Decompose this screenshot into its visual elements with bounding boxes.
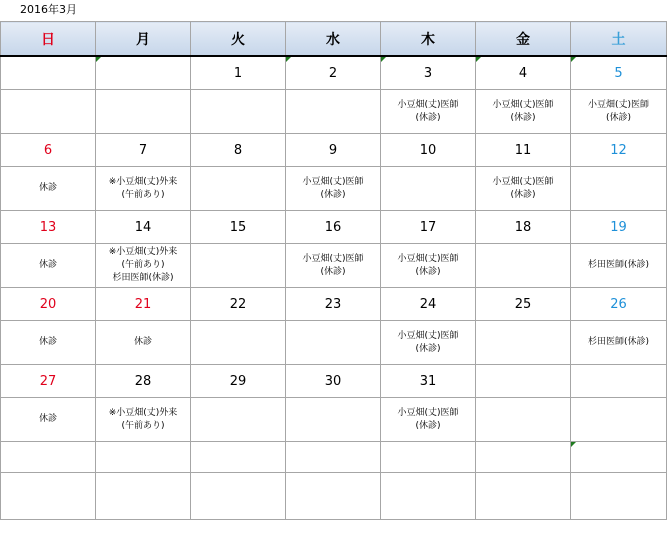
note-cell-tue <box>191 244 286 288</box>
note-cell-sun: 休診 <box>1 167 96 211</box>
note-cell-wed <box>286 321 381 365</box>
date-cell-tue: 15 <box>191 211 286 244</box>
note-cell-fri: 小豆畑(丈)医師 (休診) <box>476 167 571 211</box>
date-cell-tue: 22 <box>191 288 286 321</box>
week-note-row <box>1 321 667 365</box>
calendar-table <box>0 21 667 520</box>
note-cell-tue <box>191 167 286 211</box>
note-cell-sun: 休診 <box>1 321 96 365</box>
calendar-body <box>1 56 667 520</box>
date-cell-tue: 29 <box>191 365 286 398</box>
weekday-header-wed: 水 <box>286 22 381 57</box>
note-cell-fri <box>476 398 571 442</box>
date-cell-fri: 11 <box>476 134 571 167</box>
week-date-row <box>1 134 667 167</box>
note-cell-thu <box>381 167 476 211</box>
weekday-header-fri: 金 <box>476 22 571 57</box>
note-cell-thu: 小豆畑(丈)医師 (休診) <box>381 90 476 134</box>
date-cell-sun: 13 <box>1 211 96 244</box>
date-cell-thu: 17 <box>381 211 476 244</box>
date-cell-thu <box>381 442 476 473</box>
week-date-row <box>1 365 667 398</box>
note-cell-tue <box>191 473 286 520</box>
week-note-row <box>1 473 667 520</box>
date-cell-fri: 4 <box>476 56 571 90</box>
week-note-row <box>1 244 667 288</box>
date-cell-thu: 31 <box>381 365 476 398</box>
calendar-title: 2016年3月 <box>20 3 77 16</box>
note-cell-sat: 小豆畑(丈)医師 (休診) <box>571 90 667 134</box>
date-cell-thu: 10 <box>381 134 476 167</box>
date-cell-sun: 20 <box>1 288 96 321</box>
week-date-row <box>1 288 667 321</box>
note-cell-wed <box>286 90 381 134</box>
date-cell-fri: 18 <box>476 211 571 244</box>
note-cell-sat <box>571 167 667 211</box>
note-cell-tue <box>191 321 286 365</box>
date-cell-wed: 30 <box>286 365 381 398</box>
date-cell-mon: 28 <box>96 365 191 398</box>
weekday-header-tue: 火 <box>191 22 286 57</box>
date-cell-sun <box>1 56 96 90</box>
date-cell-wed: 23 <box>286 288 381 321</box>
note-cell-wed <box>286 398 381 442</box>
note-cell-fri <box>476 321 571 365</box>
note-cell-tue <box>191 90 286 134</box>
date-cell-fri <box>476 442 571 473</box>
note-cell-tue <box>191 398 286 442</box>
date-cell-tue: 1 <box>191 56 286 90</box>
date-cell-sun <box>1 442 96 473</box>
note-cell-sun: 休診 <box>1 244 96 288</box>
date-cell-sun: 27 <box>1 365 96 398</box>
note-cell-sun <box>1 90 96 134</box>
note-cell-thu: 小豆畑(丈)医師 (休診) <box>381 321 476 365</box>
weekday-header-sun: 日 <box>1 22 96 57</box>
date-cell-mon <box>96 56 191 90</box>
date-cell-sat <box>571 442 667 473</box>
note-cell-mon: ※小豆畑(丈)外来 (午前あり) <box>96 398 191 442</box>
note-cell-wed <box>286 473 381 520</box>
note-cell-mon: ※小豆畑(丈)外来 (午前あり) <box>96 167 191 211</box>
date-cell-wed <box>286 442 381 473</box>
date-cell-thu: 24 <box>381 288 476 321</box>
date-cell-mon: 21 <box>96 288 191 321</box>
note-cell-wed: 小豆畑(丈)医師 (休診) <box>286 244 381 288</box>
note-cell-sat <box>571 398 667 442</box>
week-date-row <box>1 211 667 244</box>
note-cell-mon: ※小豆畑(丈)外来 (午前あり) 杉田医師(休診) <box>96 244 191 288</box>
note-cell-thu: 小豆畑(丈)医師 (休診) <box>381 398 476 442</box>
note-cell-sat <box>571 473 667 520</box>
week-note-row <box>1 398 667 442</box>
date-cell-sat: 12 <box>571 134 667 167</box>
note-cell-sun <box>1 473 96 520</box>
date-cell-mon: 7 <box>96 134 191 167</box>
note-cell-fri: 小豆畑(丈)医師 (休診) <box>476 90 571 134</box>
date-cell-wed: 2 <box>286 56 381 90</box>
note-cell-wed: 小豆畑(丈)医師 (休診) <box>286 167 381 211</box>
note-cell-fri <box>476 244 571 288</box>
note-cell-sat: 杉田医師(休診) <box>571 321 667 365</box>
date-cell-mon: 14 <box>96 211 191 244</box>
weekday-header-thu: 木 <box>381 22 476 57</box>
date-cell-fri: 25 <box>476 288 571 321</box>
note-cell-fri <box>476 473 571 520</box>
date-cell-wed: 9 <box>286 134 381 167</box>
date-cell-mon <box>96 442 191 473</box>
week-date-row <box>1 442 667 473</box>
weekday-header-mon: 月 <box>96 22 191 57</box>
week-note-row <box>1 167 667 211</box>
note-cell-sun: 休診 <box>1 398 96 442</box>
date-cell-tue <box>191 442 286 473</box>
date-cell-tue: 8 <box>191 134 286 167</box>
note-cell-mon: 休診 <box>96 321 191 365</box>
note-cell-mon <box>96 473 191 520</box>
note-cell-sat: 杉田医師(休診) <box>571 244 667 288</box>
date-cell-sat: 19 <box>571 211 667 244</box>
date-cell-sun: 6 <box>1 134 96 167</box>
date-cell-sat: 5 <box>571 56 667 90</box>
weekday-header-row <box>1 22 667 57</box>
date-cell-thu: 3 <box>381 56 476 90</box>
week-note-row <box>1 90 667 134</box>
date-cell-fri <box>476 365 571 398</box>
date-cell-sat <box>571 365 667 398</box>
weekday-header-sat: 土 <box>571 22 667 57</box>
date-cell-sat: 26 <box>571 288 667 321</box>
note-cell-thu: 小豆畑(丈)医師 (休診) <box>381 244 476 288</box>
note-cell-mon <box>96 90 191 134</box>
note-cell-thu <box>381 473 476 520</box>
week-date-row <box>1 56 667 90</box>
date-cell-wed: 16 <box>286 211 381 244</box>
